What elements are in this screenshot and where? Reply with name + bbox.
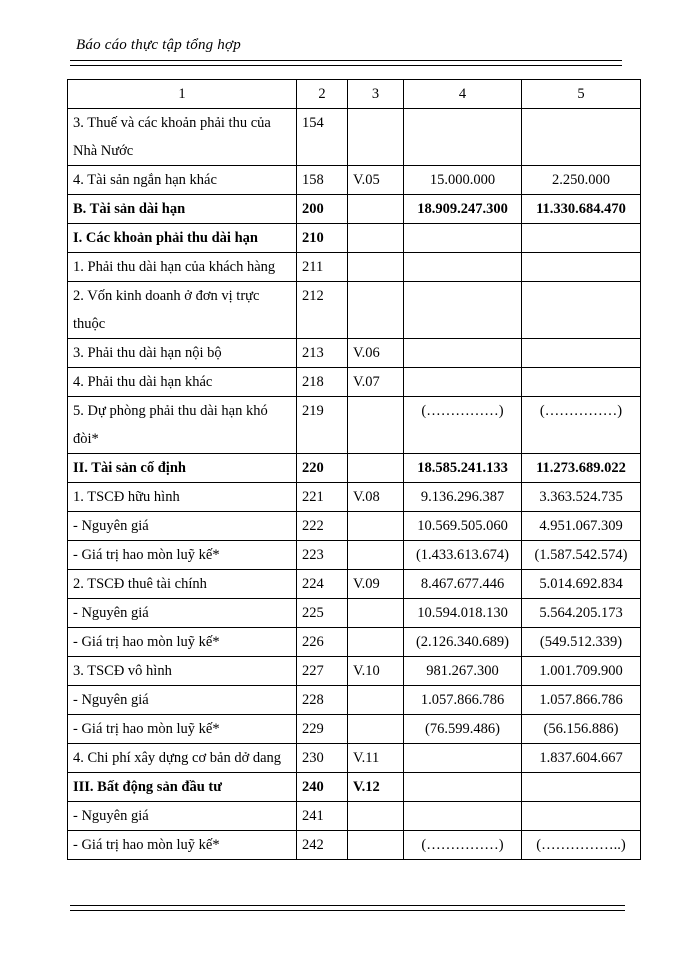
row-item-label: - Giá trị hao mòn luỹ kế* (68, 715, 297, 744)
table-row (68, 195, 641, 224)
row-value-col5 (522, 802, 641, 831)
row-note (348, 282, 404, 339)
page-header-title: Báo cáo thực tập tổng hợp (76, 37, 241, 53)
row-value-col5: 5.564.205.173 (522, 599, 641, 628)
row-note (348, 224, 404, 253)
row-code: 210 (297, 224, 348, 253)
row-item-label: 4. Chi phí xây dựng cơ bản dở dang (68, 744, 297, 773)
row-item-label: III. Bất động sản đầu tư (68, 773, 297, 802)
row-value-col5: 11.273.689.022 (522, 454, 641, 483)
column-header: 1 (68, 80, 297, 109)
row-value-col5: (1.587.542.574) (522, 541, 641, 570)
row-code: 154 (297, 109, 348, 166)
row-code: 218 (297, 368, 348, 397)
row-item-label: 3. Phải thu dài hạn nội bộ (68, 339, 297, 368)
table-row (68, 368, 641, 397)
row-value-col5 (522, 282, 641, 339)
row-value-col4 (404, 282, 522, 339)
row-item-label: 3. Thuế và các khoản phải thu của Nhà Nước (68, 109, 297, 166)
row-code: 158 (297, 166, 348, 195)
row-value-col5: 5.014.692.834 (522, 570, 641, 599)
row-code: 226 (297, 628, 348, 657)
row-value-col4 (404, 744, 522, 773)
row-value-col4 (404, 224, 522, 253)
table-row (68, 512, 641, 541)
table-row (68, 570, 641, 599)
row-code: 230 (297, 744, 348, 773)
row-value-col4 (404, 253, 522, 282)
row-item-label: - Nguyên giá (68, 512, 297, 541)
row-note (348, 109, 404, 166)
row-code: 211 (297, 253, 348, 282)
row-value-col5: 3.363.524.735 (522, 483, 641, 512)
table-row (68, 109, 641, 166)
row-value-col4 (404, 773, 522, 802)
row-value-col4 (404, 368, 522, 397)
table-row (68, 483, 641, 512)
row-value-col4: 981.267.300 (404, 657, 522, 686)
row-item-label: 2. Vốn kinh doanh ở đơn vị trực thuộc (68, 282, 297, 339)
row-item-label: - Nguyên giá (68, 686, 297, 715)
row-value-col5: (……………..) (522, 831, 641, 860)
row-item-label: 1. TSCĐ hữu hình (68, 483, 297, 512)
row-value-col5: (549.512.339) (522, 628, 641, 657)
row-note: V.10 (348, 657, 404, 686)
row-value-col4 (404, 802, 522, 831)
row-code: 220 (297, 454, 348, 483)
row-note: V.09 (348, 570, 404, 599)
row-item-label: - Nguyên giá (68, 599, 297, 628)
row-code: 241 (297, 802, 348, 831)
row-value-col5 (522, 339, 641, 368)
row-note (348, 628, 404, 657)
row-item-label: I. Các khoản phải thu dài hạn (68, 224, 297, 253)
row-value-col5 (522, 368, 641, 397)
row-item-label: - Giá trị hao mòn luỹ kế* (68, 628, 297, 657)
table-row (68, 282, 641, 339)
row-value-col5: 1.837.604.667 (522, 744, 641, 773)
table-row (68, 454, 641, 483)
row-note (348, 541, 404, 570)
table-row (68, 802, 641, 831)
column-header: 2 (297, 80, 348, 109)
column-header: 4 (404, 80, 522, 109)
table-row (68, 744, 641, 773)
row-code: 224 (297, 570, 348, 599)
row-code: 225 (297, 599, 348, 628)
row-code: 200 (297, 195, 348, 224)
row-value-col5: (56.156.886) (522, 715, 641, 744)
row-value-col5: 1.001.709.900 (522, 657, 641, 686)
header-double-rule (70, 60, 622, 66)
column-header: 3 (348, 80, 404, 109)
row-code: 221 (297, 483, 348, 512)
row-code: 229 (297, 715, 348, 744)
table-row (68, 628, 641, 657)
table-row (68, 831, 641, 860)
row-value-col5: 4.951.067.309 (522, 512, 641, 541)
row-value-col4: (2.126.340.689) (404, 628, 522, 657)
row-note: V.07 (348, 368, 404, 397)
table-row (68, 339, 641, 368)
row-note (348, 599, 404, 628)
row-value-col4: 9.136.296.387 (404, 483, 522, 512)
row-code: 242 (297, 831, 348, 860)
row-item-label: 2. TSCĐ thuê tài chính (68, 570, 297, 599)
row-note (348, 831, 404, 860)
row-value-col4: (76.599.486) (404, 715, 522, 744)
table-row (68, 253, 641, 282)
row-value-col4: (1.433.613.674) (404, 541, 522, 570)
row-item-label: 1. Phải thu dài hạn của khách hàng (68, 253, 297, 282)
row-value-col4: 10.594.018.130 (404, 599, 522, 628)
row-value-col4: 18.585.241.133 (404, 454, 522, 483)
row-code: 240 (297, 773, 348, 802)
row-value-col4: 18.909.247.300 (404, 195, 522, 224)
row-note (348, 397, 404, 454)
row-item-label: 4. Phải thu dài hạn khác (68, 368, 297, 397)
row-value-col5: (……………) (522, 397, 641, 454)
row-note (348, 715, 404, 744)
row-value-col4 (404, 109, 522, 166)
row-item-label: 4. Tài sản ngắn hạn khác (68, 166, 297, 195)
table-body (68, 109, 641, 860)
row-code: 227 (297, 657, 348, 686)
row-code: 222 (297, 512, 348, 541)
table-row (68, 715, 641, 744)
row-value-col4: 1.057.866.786 (404, 686, 522, 715)
row-value-col4 (404, 339, 522, 368)
row-value-col5 (522, 253, 641, 282)
table-row (68, 541, 641, 570)
column-header: 5 (522, 80, 641, 109)
row-item-label: II. Tài sản cố định (68, 454, 297, 483)
row-value-col4: 8.467.677.446 (404, 570, 522, 599)
row-item-label: - Giá trị hao mòn luỹ kế* (68, 831, 297, 860)
row-note (348, 686, 404, 715)
row-code: 212 (297, 282, 348, 339)
balance-sheet-table (67, 79, 641, 860)
table-row (68, 599, 641, 628)
row-item-label: 5. Dự phòng phải thu dài hạn khó đòi* (68, 397, 297, 454)
row-code: 219 (297, 397, 348, 454)
footer-double-rule (70, 905, 625, 911)
table-row (68, 397, 641, 454)
table-row (68, 773, 641, 802)
table-row (68, 224, 641, 253)
row-value-col4: (……………) (404, 831, 522, 860)
row-value-col5: 2.250.000 (522, 166, 641, 195)
row-value-col5 (522, 109, 641, 166)
row-note: V.11 (348, 744, 404, 773)
row-item-label: - Nguyên giá (68, 802, 297, 831)
row-note (348, 802, 404, 831)
row-note (348, 512, 404, 541)
row-note (348, 454, 404, 483)
row-value-col4: (……………) (404, 397, 522, 454)
row-value-col4: 10.569.505.060 (404, 512, 522, 541)
row-code: 228 (297, 686, 348, 715)
table-row (68, 686, 641, 715)
row-value-col5 (522, 773, 641, 802)
row-value-col5: 1.057.866.786 (522, 686, 641, 715)
table-header-row (68, 80, 641, 109)
row-note: V.05 (348, 166, 404, 195)
row-item-label: 3. TSCĐ vô hình (68, 657, 297, 686)
row-value-col4: 15.000.000 (404, 166, 522, 195)
row-value-col5: 11.330.684.470 (522, 195, 641, 224)
row-item-label: - Giá trị hao mòn luỹ kế* (68, 541, 297, 570)
row-code: 223 (297, 541, 348, 570)
row-item-label: B. Tài sản dài hạn (68, 195, 297, 224)
row-code: 213 (297, 339, 348, 368)
table-row (68, 166, 641, 195)
row-note: V.08 (348, 483, 404, 512)
table-row (68, 657, 641, 686)
row-note: V.12 (348, 773, 404, 802)
row-value-col5 (522, 224, 641, 253)
row-note: V.06 (348, 339, 404, 368)
row-note (348, 253, 404, 282)
row-note (348, 195, 404, 224)
